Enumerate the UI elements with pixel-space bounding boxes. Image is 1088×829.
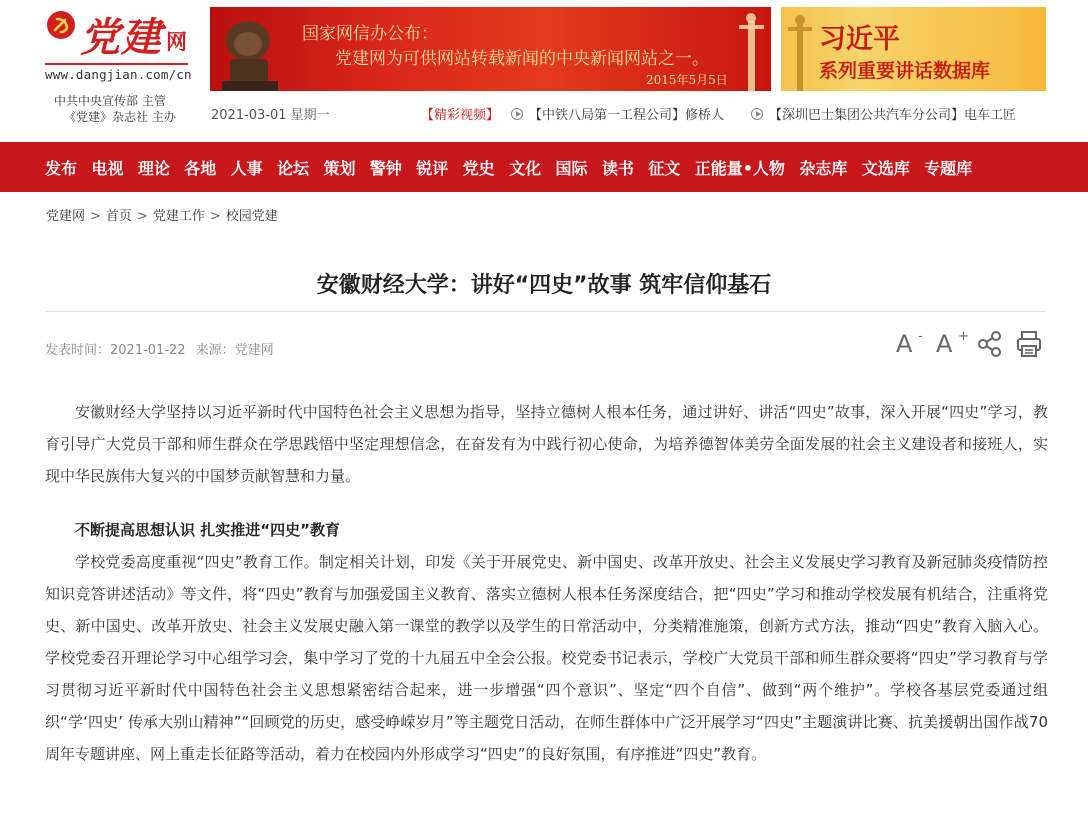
article-title: 安徽财经大学：讲好“四史”故事 筑牢信仰基石: [316, 273, 772, 298]
main-nav: [0, 142, 1088, 192]
logo-domain: www.dangjian.com/cn: [45, 67, 192, 82]
font-increase-icon: A +: [936, 329, 969, 358]
logo-publisher: 《党建》杂志社 主办: [64, 110, 176, 124]
site-header: [0, 0, 1088, 142]
title-divider: [45, 311, 1046, 312]
party-emblem-icon: [46, 10, 76, 40]
nav-item-dangshi[interactable]: 党史: [462, 158, 495, 178]
article-body: [45, 396, 1048, 770]
section-heading: 不断提高思想认识 扎实推进“四史”教育: [75, 521, 340, 539]
logo-site-char: 网: [166, 29, 187, 54]
breadcrumb-item-party-work[interactable]: 党建工作: [152, 209, 205, 224]
breadcrumb-separator: >: [136, 209, 148, 224]
nav-item-wenhua[interactable]: 文化: [509, 158, 542, 178]
speech-database-banner[interactable]: [781, 7, 1046, 91]
huabiao-pillar-image: [785, 13, 815, 91]
banner-line1: 国家网信办公布：: [302, 24, 438, 44]
play-circle-icon: [751, 108, 763, 120]
nav-item-guoji[interactable]: 国际: [555, 158, 588, 178]
nav-item-fabu[interactable]: 发布: [45, 158, 78, 178]
banner2-name: 习近平: [819, 24, 900, 55]
announcement-banner[interactable]: [210, 7, 771, 91]
banner-date: 2015年5月5日: [646, 73, 728, 87]
info-bar: [211, 102, 1051, 124]
nav-item-luntan[interactable]: 论坛: [277, 158, 310, 178]
breadcrumb-separator: >: [209, 209, 221, 224]
stone-lion-image: [212, 11, 290, 91]
font-decrease-button[interactable]: [894, 328, 926, 360]
breadcrumb: [46, 205, 278, 224]
article-paragraph: 安徽财经大学坚持以习近平新时代中国特色社会主义思想为指导，坚持立德树人根本任务，通过讲好、讲活“四史”故事，深入开展“四史”学习，教育引导广大党员干部和师生群众在学思践悟中坚定理想信念，在奋发有为中践行初心使命，为培养德智体美劳全面发展的社会主义建设者和接班人，实现中华民族伟大复兴的中国梦贡献智慧和力量。: [45, 403, 1048, 485]
huabiao-pillar-image: [734, 11, 768, 91]
video-link-1-label: 【中铁八局第一工程公司】修桥人: [529, 108, 725, 123]
font-increase-button[interactable]: [934, 328, 969, 360]
nav-item-dushu[interactable]: 读书: [601, 158, 634, 178]
site-logo[interactable]: [44, 6, 194, 124]
article-paragraph: 学校党委高度重视“四史”教育工作。制定相关计划，印发《关于开展党史、新中国史、改革开放史、社会主义发展史学习教育及新冠肺炎疫情防控知识竞答讲述活动》等文件，将“四史”教育与加强爱国主义教育、落实立德树人根本任务深度结合，把“四史”学习和推动学校发展有机结合，注重将党史、新中国史、改革开放史、社会主义发展史融入第一课堂的教学以及学生的日常活动中，分类精准施策，创新方式方法，推动“四史”教育入脑入心。学校党委召开理论学习中心组学习会，集中学习了党的十九届五中全会公报。校党委书记表示，学校广大党员干部和师生群众要将“四史”学习教育与学习贯彻习近平新时代中国特色社会主义思想紧密结合起来，进一步增强“四个意识”、坚定“四个自信”、做到“两个维护”。学校各基层党委通过组织“学‘四史’ 传承大别山精神”“回顾党的历史，感受峥嵘岁月”等主题党日活动，在师生群体中广泛开展学习“四史”主题演讲比赛、抗美援朝出国作战70周年专题讲座、网上重走长征路等活动，着力在校园内外形成学习“四史”的良好氛围，有序推进“四史”教育。: [45, 553, 1048, 763]
nav-item-jingzhong[interactable]: 警钟: [369, 158, 402, 178]
video-link-2-label: 【深圳巴士集团公共汽车分公司】电车工匠: [769, 108, 1017, 123]
article-tools: [894, 328, 1046, 360]
nav-item-zazhiku[interactable]: 杂志库: [799, 158, 848, 178]
nav-item-cehua[interactable]: 策划: [323, 158, 356, 178]
nav-item-lilun[interactable]: 理论: [137, 158, 170, 178]
breadcrumb-separator: >: [90, 209, 101, 224]
nav-item-wenxuanku[interactable]: 文选库: [861, 158, 910, 178]
nav-item-zhuantiku[interactable]: 专题库: [924, 158, 973, 178]
font-decrease-icon: A -: [896, 329, 923, 358]
nav-item-zhengwen[interactable]: 征文: [648, 158, 681, 178]
banner2-subtitle: 系列重要讲话数据库: [819, 60, 991, 82]
nav-item-gedi[interactable]: 各地: [184, 158, 217, 178]
logo-name: 党建: [80, 14, 162, 61]
publish-time: 发表时间：2021-01-22: [45, 343, 186, 358]
print-button[interactable]: [1014, 328, 1044, 360]
nav-item-renshi[interactable]: 人事: [230, 158, 263, 178]
breadcrumb-item-campus[interactable]: 校园党建: [225, 209, 278, 224]
article-meta: [45, 339, 274, 358]
video-link-2[interactable]: [751, 104, 1016, 123]
play-circle-icon: [511, 108, 523, 120]
print-icon: [1014, 328, 1044, 360]
banner-line2: 党建网为可供网站转载新闻的中央新闻网站之一。: [335, 49, 709, 69]
current-date: 2021-03-01 星期一: [211, 108, 330, 123]
article-source: 来源：党建网: [195, 343, 274, 358]
breadcrumb-item-site[interactable]: 党建网: [46, 209, 86, 224]
video-link-1[interactable]: [511, 104, 724, 123]
share-button[interactable]: [976, 328, 1004, 360]
video-tag[interactable]: 【精彩视频】: [421, 108, 500, 123]
share-icon: [976, 328, 1004, 360]
breadcrumb-item-home[interactable]: 首页: [105, 209, 132, 224]
nav-item-zhengnengliang[interactable]: 正能量•人物: [694, 158, 785, 178]
logo-supervisor: 中共中央宣传部 主管: [54, 94, 166, 108]
logo-divider: [45, 63, 188, 65]
nav-item-ruiping[interactable]: 锐评: [416, 158, 449, 178]
nav-item-dianshi[interactable]: 电视: [91, 158, 124, 178]
